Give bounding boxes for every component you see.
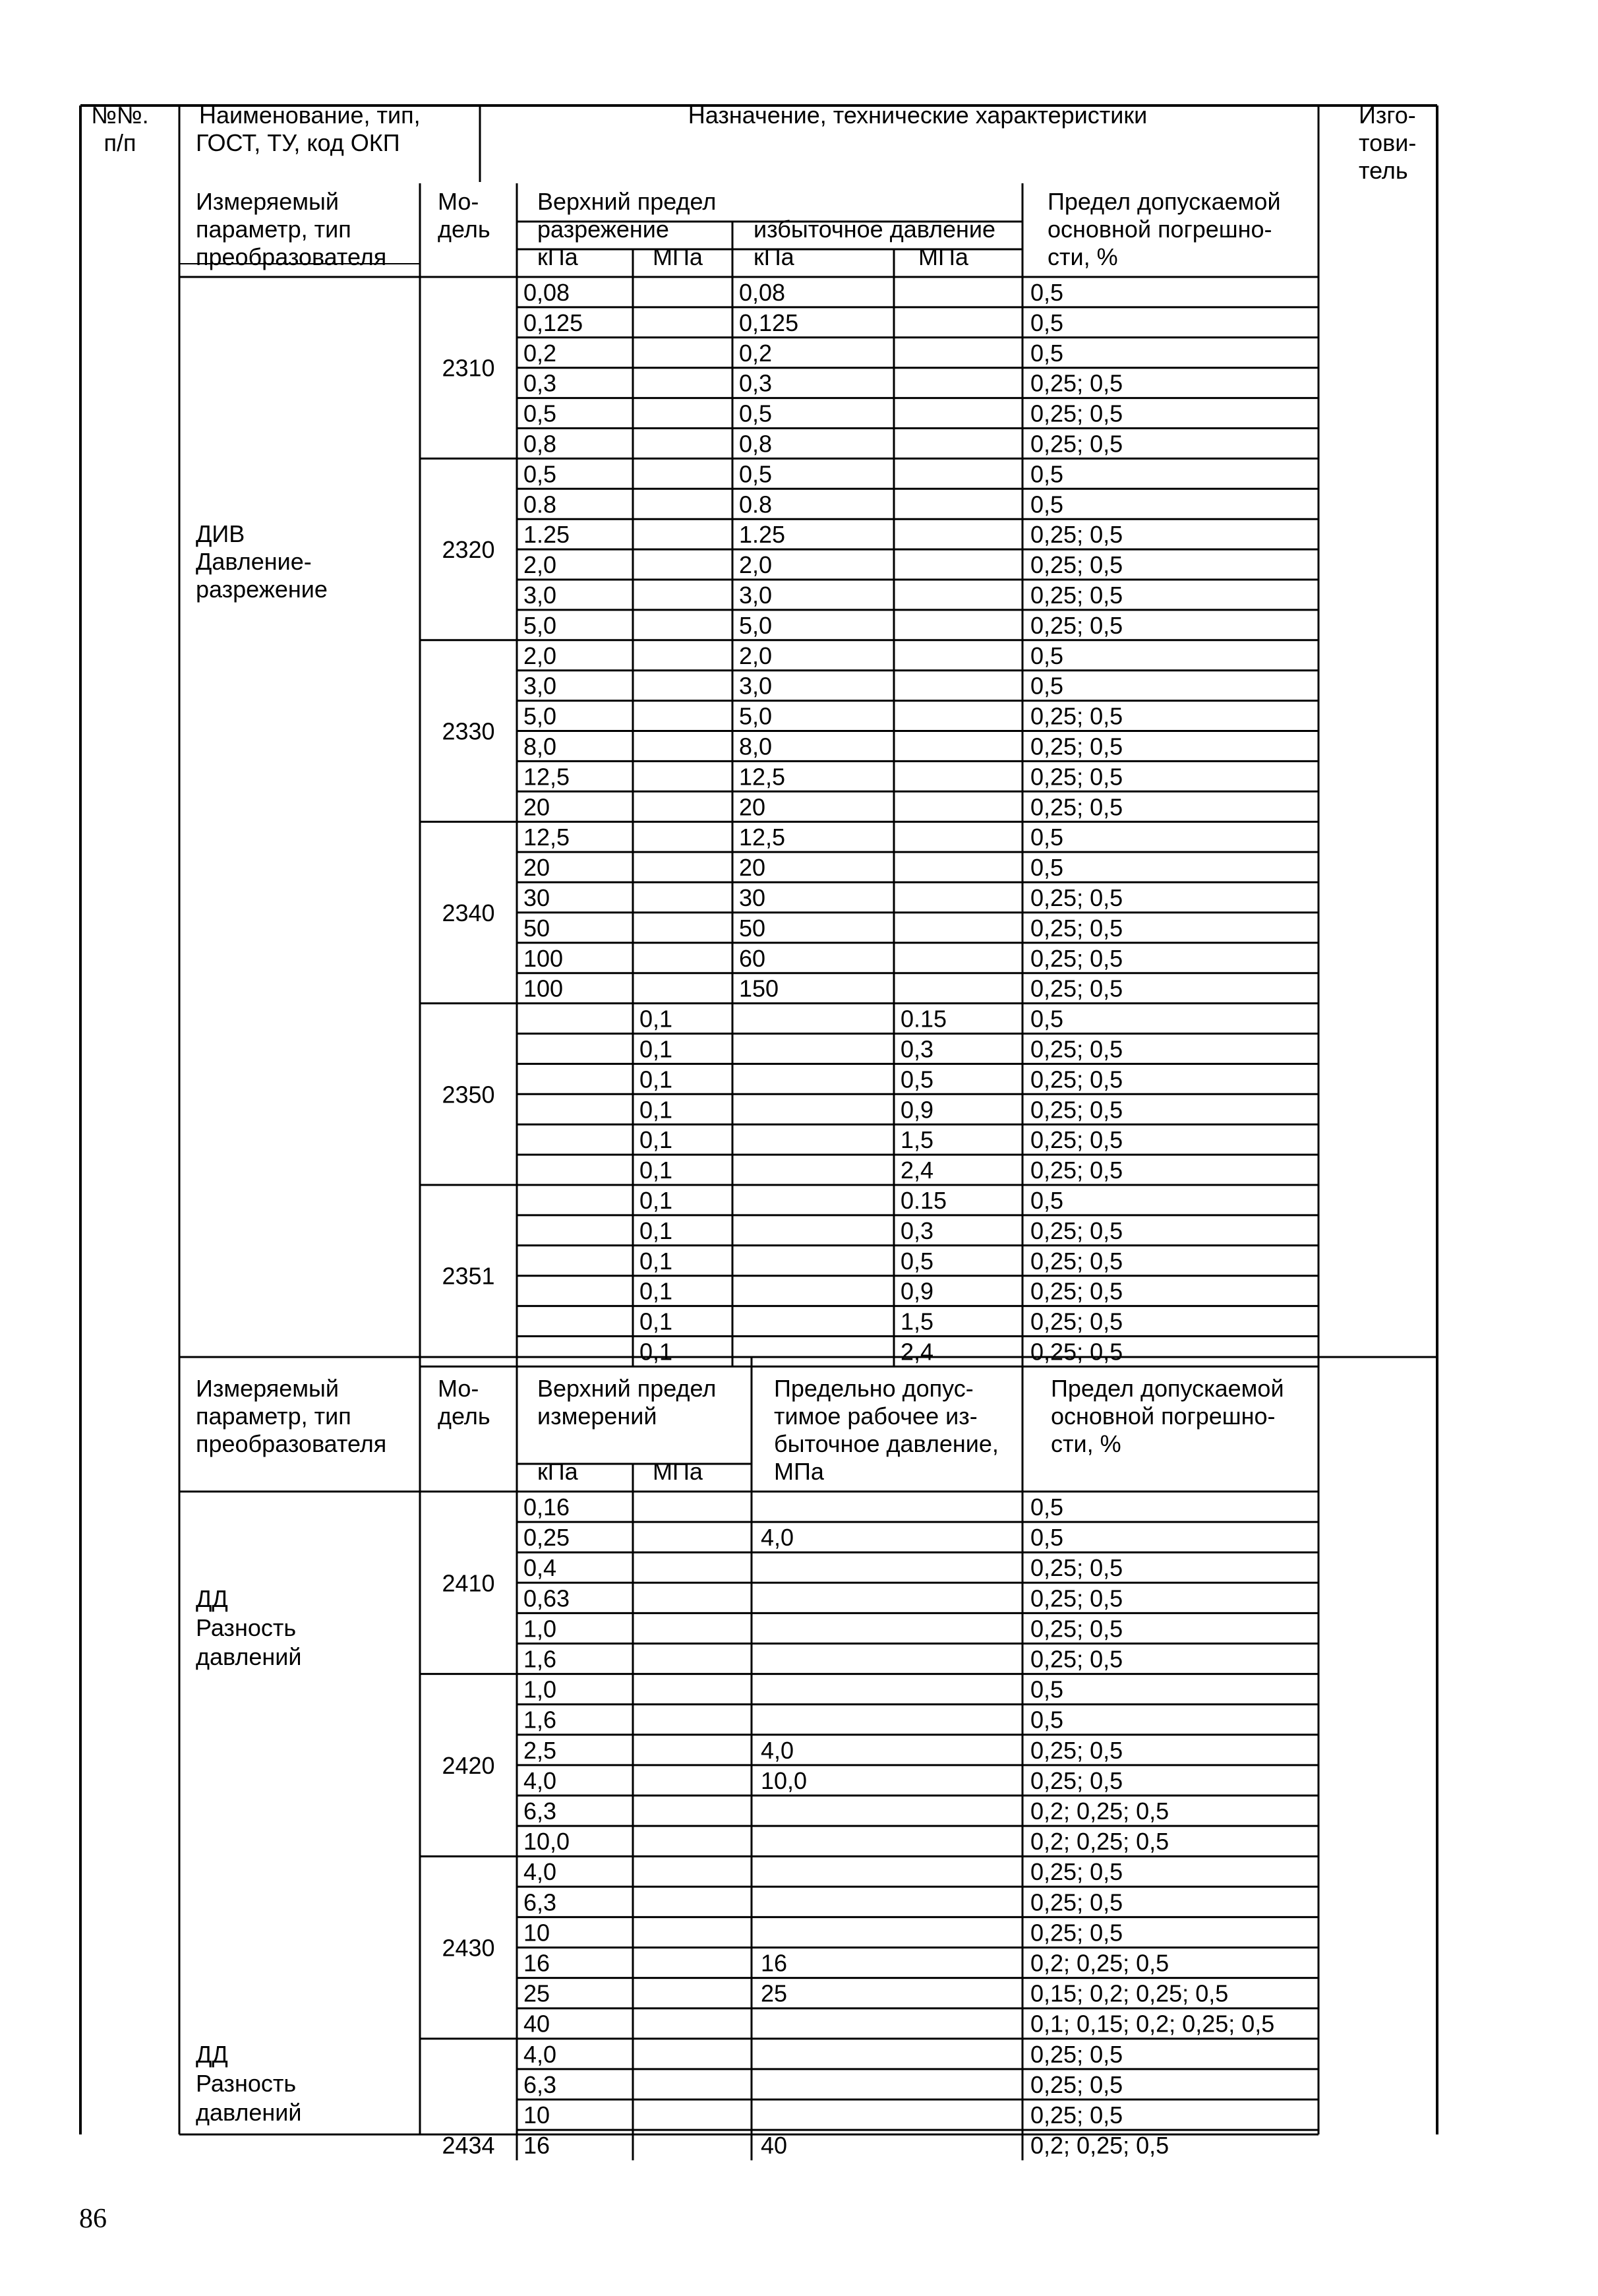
overpressure-kpa-cell: 1.25 [739, 521, 786, 549]
range-kpa-cell: 16 [523, 2132, 550, 2160]
vacuum-kpa-cell: 8,0 [523, 733, 557, 760]
model-cell: 2330 [442, 717, 495, 745]
range-kpa-cell: 1,0 [523, 1676, 557, 1703]
group-label-div: разрежение [196, 576, 328, 603]
unit-kpa: кПа [537, 243, 578, 270]
accuracy-cell: 0,5 [1030, 460, 1064, 488]
header-name: Наименование, тип, [199, 102, 421, 129]
model-cell: 2351 [442, 1262, 495, 1290]
overpressure-mpa-cell: 0,9 [901, 1277, 934, 1305]
range-kpa-cell: 0,4 [523, 1554, 557, 1582]
model-cell: 2430 [442, 1934, 495, 1962]
accuracy-cell: 0,2; 0,25; 0,5 [1030, 2132, 1169, 2160]
overpressure-kpa-cell: 2,0 [739, 642, 773, 669]
param-header: преобразователя [196, 1430, 387, 1457]
overpressure-mpa-cell: 0.15 [901, 1187, 947, 1214]
param-header: преобразователя [196, 243, 387, 270]
error-header: сти, % [1051, 1430, 1121, 1457]
range-kpa-cell: 10,0 [523, 1828, 570, 1856]
accuracy-cell: 0,5 [1030, 1005, 1064, 1033]
accuracy-cell: 0,25; 0,5 [1030, 1767, 1123, 1794]
vacuum-mpa-cell: 0,1 [639, 1157, 673, 1184]
param-header: Измеряемый [196, 188, 340, 215]
accuracy-cell: 0,25; 0,5 [1030, 611, 1123, 639]
accuracy-cell: 0,5 [1030, 854, 1064, 882]
vacuum-mpa-cell: 0,1 [639, 1247, 673, 1275]
range-kpa-cell: 1,6 [523, 1706, 557, 1734]
range-kpa-cell: 1,6 [523, 1645, 557, 1673]
accuracy-cell: 0,25; 0,5 [1030, 914, 1123, 942]
overpressure-mpa-cell: 0,5 [901, 1247, 934, 1275]
accuracy-cell: 0,25; 0,5 [1030, 1035, 1123, 1063]
overpressure-kpa-cell: 2,0 [739, 551, 773, 579]
accuracy-cell: 0,1; 0,15; 0,2; 0,25; 0,5 [1030, 2010, 1275, 2038]
working-pressure-header: Предельно допус- [774, 1375, 974, 1402]
vacuum-kpa-cell: 12,5 [523, 763, 570, 791]
overpressure-mpa-cell: 2,4 [901, 1157, 934, 1184]
vacuum-kpa-cell: 5,0 [523, 702, 557, 730]
range-kpa-cell: 10 [523, 2101, 550, 2129]
vacuum-mpa-cell: 0,1 [639, 1035, 673, 1063]
accuracy-cell: 0,2; 0,25; 0,5 [1030, 1828, 1169, 1856]
group-label-dd: ДД [196, 2041, 228, 2068]
accuracy-cell: 0,25; 0,5 [1030, 1645, 1123, 1673]
accuracy-cell: 0,25; 0,5 [1030, 1096, 1123, 1124]
accuracy-cell: 0,25; 0,5 [1030, 1247, 1123, 1275]
accuracy-cell: 0,25; 0,5 [1030, 793, 1123, 821]
vacuum-kpa-cell: 3,0 [523, 582, 557, 609]
working-pressure-cell: 25 [761, 1979, 788, 2007]
group-label-dd: давлений [196, 1643, 302, 1670]
accuracy-cell: 0,25; 0,5 [1030, 1736, 1123, 1764]
accuracy-cell: 0,5 [1030, 1524, 1064, 1552]
vacuum-mpa-cell: 0,1 [639, 1126, 673, 1154]
accuracy-cell: 0,25; 0,5 [1030, 1858, 1123, 1886]
overpressure-kpa-cell: 5,0 [739, 702, 773, 730]
range-kpa-cell: 4,0 [523, 1767, 557, 1794]
overpressure-mpa-cell: 2,4 [901, 1338, 934, 1366]
overpressure-kpa-cell: 0,5 [739, 460, 773, 488]
vacuum-kpa-cell: 0,5 [523, 460, 557, 488]
accuracy-cell: 0,25; 0,5 [1030, 702, 1123, 730]
overpressure-kpa-cell: 5,0 [739, 611, 773, 639]
model-header: дель [438, 1403, 490, 1430]
accuracy-cell: 0,5 [1030, 824, 1064, 851]
overpressure-kpa-cell: 3,0 [739, 672, 773, 700]
overpressure-kpa-cell: 0,2 [739, 339, 773, 367]
overpressure-kpa-cell: 8,0 [739, 733, 773, 760]
range-kpa-cell: 16 [523, 1949, 550, 1977]
param-header: Измеряемый [196, 1375, 340, 1402]
accuracy-cell: 0,25; 0,5 [1030, 2101, 1123, 2129]
range-kpa-cell: 6,3 [523, 1888, 557, 1916]
param-header: параметр, тип [196, 216, 351, 243]
vacuum-kpa-cell: 0,3 [523, 369, 557, 397]
accuracy-cell: 0,25; 0,5 [1030, 884, 1123, 911]
accuracy-cell: 0,5 [1030, 1676, 1064, 1703]
model-cell: 2320 [442, 536, 495, 564]
accuracy-cell: 0,5 [1030, 491, 1064, 518]
accuracy-cell: 0,25; 0,5 [1030, 1338, 1123, 1366]
vacuum-mpa-cell: 0,1 [639, 1187, 673, 1214]
overpressure-header: избыточное давление [754, 216, 996, 243]
vacuum-mpa-cell: 0,1 [639, 1005, 673, 1033]
group-label-dd: Разность [196, 1614, 297, 1641]
working-pressure-header: МПа [774, 1458, 824, 1485]
accuracy-cell: 0,5 [1030, 309, 1064, 336]
accuracy-cell: 0,5 [1030, 672, 1064, 700]
working-pressure-cell: 40 [761, 2132, 788, 2160]
accuracy-cell: 0,5 [1030, 1706, 1064, 1734]
upper-limit-header: Верхний предел [537, 1375, 717, 1402]
vacuum-kpa-cell: 2,0 [523, 642, 557, 669]
vacuum-kpa-cell: 2,0 [523, 551, 557, 579]
model-cell: 2350 [442, 1081, 495, 1108]
overpressure-kpa-cell: 20 [739, 793, 766, 821]
model-cell: 2420 [442, 1751, 495, 1779]
overpressure-kpa-cell: 0,3 [739, 369, 773, 397]
param-header: параметр, тип [196, 1403, 351, 1430]
accuracy-cell: 0,5 [1030, 1187, 1064, 1214]
accuracy-cell: 0,25; 0,5 [1030, 1585, 1123, 1612]
overpressure-kpa-cell: 0,5 [739, 400, 773, 427]
range-kpa-cell: 0,25 [523, 1524, 570, 1552]
vacuum-mpa-cell: 0,1 [639, 1066, 673, 1093]
unit-kpa: кПа [754, 243, 794, 270]
error-header: сти, % [1048, 243, 1118, 270]
working-pressure-cell: 10,0 [761, 1767, 808, 1794]
vacuum-mpa-cell: 0,1 [639, 1308, 673, 1335]
accuracy-cell: 0,25; 0,5 [1030, 763, 1123, 791]
vacuum-mpa-cell: 0,1 [639, 1096, 673, 1124]
model-cell: 2340 [442, 899, 495, 926]
working-pressure-cell: 4,0 [761, 1736, 794, 1764]
range-kpa-cell: 25 [523, 1979, 550, 2007]
error-header: Предел допускаемой [1051, 1375, 1284, 1402]
overpressure-kpa-cell: 12,5 [739, 824, 786, 851]
overpressure-mpa-cell: 1,5 [901, 1308, 934, 1335]
accuracy-cell: 0,2; 0,25; 0,5 [1030, 1798, 1169, 1825]
vacuum-kpa-cell: 30 [523, 884, 550, 911]
overpressure-mpa-cell: 0,9 [901, 1096, 934, 1124]
overpressure-mpa-cell: 0.15 [901, 1005, 947, 1033]
working-pressure-cell: 4,0 [761, 1524, 794, 1552]
group-label-dd: ДД [196, 1585, 228, 1612]
range-kpa-cell: 1,0 [523, 1615, 557, 1643]
error-header: Предел допускаемой [1048, 188, 1281, 215]
page-number: 86 [79, 2204, 107, 2234]
overpressure-mpa-cell: 1,5 [901, 1126, 934, 1154]
accuracy-cell: 0,5 [1030, 1494, 1064, 1521]
header-manufacturer: Изго- [1359, 102, 1416, 129]
vacuum-kpa-cell: 0,5 [523, 400, 557, 427]
accuracy-cell: 0,25; 0,5 [1030, 944, 1123, 972]
overpressure-kpa-cell: 30 [739, 884, 766, 911]
model-cell: 2310 [442, 354, 495, 382]
group-label-div: Давление- [196, 548, 312, 575]
overpressure-kpa-cell: 0,125 [739, 309, 799, 336]
range-kpa-cell: 0,63 [523, 1585, 570, 1612]
vacuum-kpa-cell: 0,2 [523, 339, 557, 367]
overpressure-kpa-cell: 150 [739, 975, 779, 1002]
overpressure-kpa-cell: 0,08 [739, 279, 786, 306]
model-header: Мо- [438, 1375, 479, 1402]
accuracy-cell: 0,25; 0,5 [1030, 369, 1123, 397]
overpressure-kpa-cell: 3,0 [739, 582, 773, 609]
vacuum-kpa-cell: 20 [523, 793, 550, 821]
header-name: ГОСТ, ТУ, код ОКП [196, 129, 400, 156]
range-kpa-cell: 40 [523, 2010, 550, 2038]
accuracy-cell: 0,25; 0,5 [1030, 1888, 1123, 1916]
model-header: Мо- [438, 188, 479, 215]
upper-limit-header: измерений [537, 1403, 657, 1430]
error-header: основной погрешно- [1051, 1403, 1276, 1430]
model-cell: 2434 [442, 2132, 495, 2160]
range-kpa-cell: 6,3 [523, 1798, 557, 1825]
accuracy-cell: 0,25; 0,5 [1030, 1615, 1123, 1643]
accuracy-cell: 0,25; 0,5 [1030, 733, 1123, 760]
accuracy-cell: 0,25; 0,5 [1030, 1554, 1123, 1582]
overpressure-mpa-cell: 0,3 [901, 1217, 934, 1244]
vacuum-kpa-cell: 0.8 [523, 491, 557, 518]
accuracy-cell: 0,25; 0,5 [1030, 1217, 1123, 1244]
model-cell: 2410 [442, 1569, 495, 1597]
accuracy-cell: 0,25; 0,5 [1030, 1066, 1123, 1093]
overpressure-kpa-cell: 0,8 [739, 430, 773, 458]
range-kpa-cell: 4,0 [523, 2040, 557, 2068]
overpressure-kpa-cell: 12,5 [739, 763, 786, 791]
overpressure-mpa-cell: 0,5 [901, 1066, 934, 1093]
range-kpa-cell: 2,5 [523, 1736, 557, 1764]
overpressure-kpa-cell: 50 [739, 914, 766, 942]
vacuum-kpa-cell: 12,5 [523, 824, 570, 851]
overpressure-mpa-cell: 0,3 [901, 1035, 934, 1063]
accuracy-cell: 0,25; 0,5 [1030, 1157, 1123, 1184]
overpressure-kpa-cell: 20 [739, 854, 766, 882]
vacuum-kpa-cell: 50 [523, 914, 550, 942]
error-header: основной погрешно- [1048, 216, 1272, 243]
vacuum-kpa-cell: 0,8 [523, 430, 557, 458]
header-purpose: Назначение, технические характеристики [688, 102, 1148, 129]
accuracy-cell: 0,25; 0,5 [1030, 975, 1123, 1002]
range-kpa-cell: 4,0 [523, 1858, 557, 1886]
range-kpa-cell: 10 [523, 1919, 550, 1947]
header-manufacturer: тови- [1359, 129, 1417, 156]
overpressure-kpa-cell: 0.8 [739, 491, 773, 518]
group-label-dd: давлений [196, 2099, 302, 2126]
accuracy-cell: 0,15; 0,2; 0,25; 0,5 [1030, 1979, 1229, 2007]
accuracy-cell: 0,5 [1030, 279, 1064, 306]
accuracy-cell: 0,25; 0,5 [1030, 2070, 1123, 2098]
working-pressure-header: тимое рабочее из- [774, 1403, 978, 1430]
working-pressure-cell: 16 [761, 1949, 788, 1977]
unit-mpa: МПа [653, 1458, 703, 1485]
model-header: дель [438, 216, 490, 243]
accuracy-cell: 0,5 [1030, 642, 1064, 669]
working-pressure-header: быточное давление, [774, 1430, 999, 1457]
vacuum-kpa-cell: 3,0 [523, 672, 557, 700]
vacuum-kpa-cell: 1.25 [523, 521, 570, 549]
group-label-dd: Разность [196, 2070, 297, 2097]
accuracy-cell: 0,25; 0,5 [1030, 1277, 1123, 1305]
range-kpa-cell: 0,16 [523, 1494, 570, 1521]
vacuum-mpa-cell: 0,1 [639, 1338, 673, 1366]
accuracy-cell: 0,2; 0,25; 0,5 [1030, 1949, 1169, 1977]
accuracy-cell: 0,25; 0,5 [1030, 2040, 1123, 2068]
vacuum-header: разрежение [537, 216, 669, 243]
vacuum-mpa-cell: 0,1 [639, 1277, 673, 1305]
accuracy-cell: 0,25; 0,5 [1030, 1308, 1123, 1335]
accuracy-cell: 0,25; 0,5 [1030, 521, 1123, 549]
vacuum-mpa-cell: 0,1 [639, 1217, 673, 1244]
accuracy-cell: 0,25; 0,5 [1030, 551, 1123, 579]
accuracy-cell: 0,25; 0,5 [1030, 1126, 1123, 1154]
overpressure-kpa-cell: 60 [739, 944, 766, 972]
header-number: п/п [104, 129, 136, 156]
accuracy-cell: 0,25; 0,5 [1030, 430, 1123, 458]
vacuum-kpa-cell: 100 [523, 944, 564, 972]
header-number: №№. [91, 102, 149, 129]
unit-mpa: МПа [653, 243, 703, 270]
unit-mpa: МПа [918, 243, 968, 270]
header-manufacturer: тель [1359, 157, 1408, 184]
range-kpa-cell: 6,3 [523, 2070, 557, 2098]
accuracy-cell: 0,5 [1030, 339, 1064, 367]
vacuum-kpa-cell: 0,08 [523, 279, 570, 306]
vacuum-kpa-cell: 100 [523, 975, 564, 1002]
accuracy-cell: 0,25; 0,5 [1030, 400, 1123, 427]
accuracy-cell: 0,25; 0,5 [1030, 582, 1123, 609]
accuracy-cell: 0,25; 0,5 [1030, 1919, 1123, 1947]
vacuum-kpa-cell: 20 [523, 854, 550, 882]
upper-limit-header: Верхний предел [537, 188, 717, 215]
group-label-div: ДИВ [196, 520, 245, 547]
vacuum-kpa-cell: 5,0 [523, 611, 557, 639]
unit-kpa: кПа [537, 1458, 578, 1485]
vacuum-kpa-cell: 0,125 [523, 309, 583, 336]
